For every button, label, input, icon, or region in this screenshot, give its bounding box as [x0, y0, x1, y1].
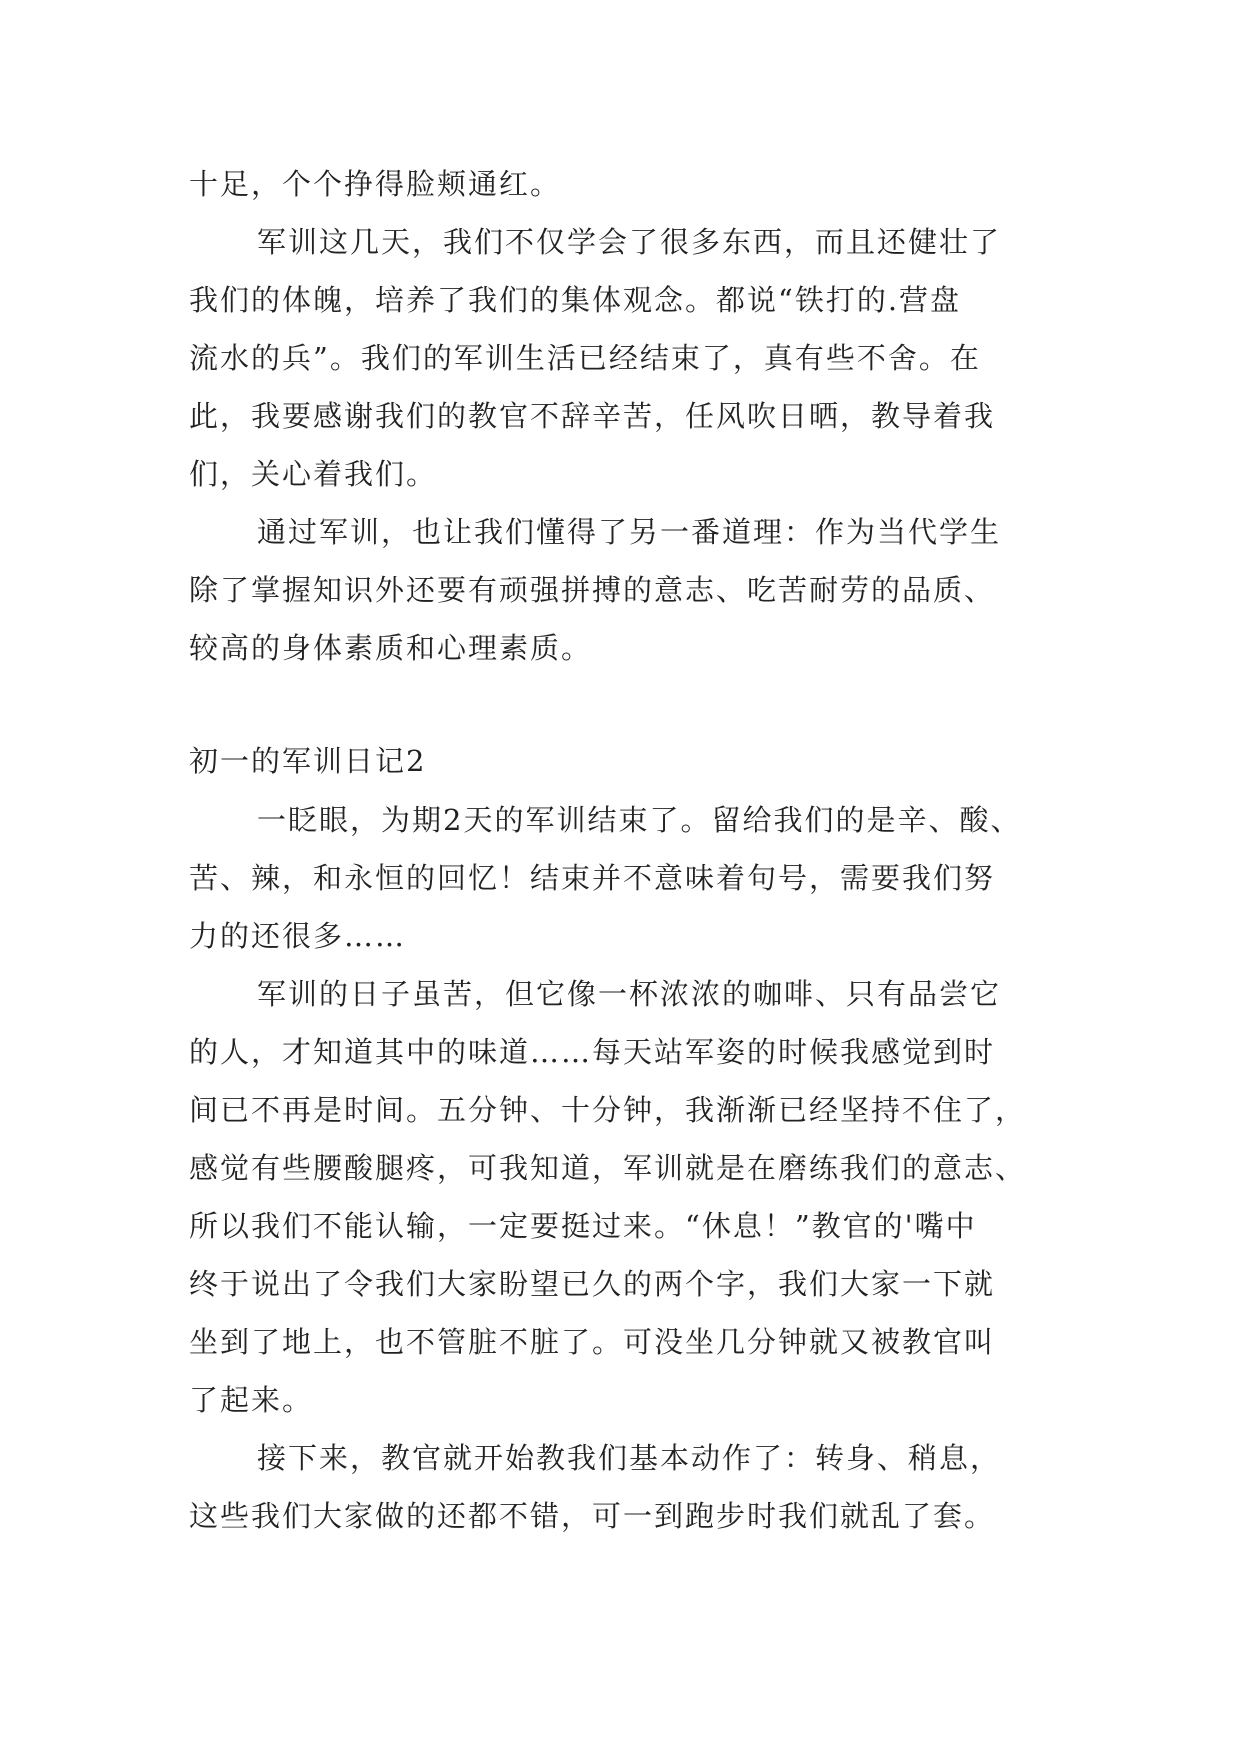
- paragraph-line: 的人，才知道其中的味道……每天站军姿的时候我感觉到时: [189, 1035, 996, 1069]
- paragraph-line: 一眨眼，为期2天的军训结束了。留给我们的是辛、酸、: [257, 803, 1022, 837]
- paragraph-line: 苦、辣，和永恒的回忆！结束并不意味着句号，需要我们努: [189, 861, 996, 895]
- paragraph-line: 了起来。: [189, 1383, 314, 1417]
- paragraph-line: 所以我们不能认输，一定要挺过来。“休息！”教官的'嘴中: [189, 1209, 977, 1243]
- paragraph-line: 力的还很多……: [189, 919, 407, 953]
- section-gap: [189, 677, 1069, 731]
- paragraph-line: 流水的兵”。我们的军训生活已经结束了，真有些不舍。在: [189, 341, 981, 375]
- paragraph-line: 军训的日子虽苦，但它像一杯浓浓的咖啡、只有品尝它: [257, 977, 1002, 1011]
- paragraph-line: 接下来，教官就开始教我们基本动作了：转身、稍息，: [257, 1441, 1002, 1475]
- paragraph-line: 军训这几天，我们不仅学会了很多东西，而且还健壮了: [257, 225, 1002, 259]
- paragraph-line: 坐到了地上，也不管脏不脏了。可没坐几分钟就又被教官叫: [189, 1325, 996, 1359]
- paragraph-line: 间已不再是时间。五分钟、十分钟，我渐渐已经坚持不住了，: [189, 1093, 1027, 1127]
- paragraph-line: 通过军训，也让我们懂得了另一番道理：作为当代学生: [257, 515, 1002, 549]
- paragraph-line: 除了掌握知识外还要有顽强拼搏的意志、吃苦耐劳的品质、: [189, 573, 996, 607]
- paragraph-line: 这些我们大家做的还都不错，可一到跑步时我们就乱了套。: [189, 1499, 996, 1533]
- section-heading: 初一的军训日记2: [189, 744, 427, 778]
- paragraph-line: 终于说出了令我们大家盼望已久的两个字，我们大家一下就: [189, 1267, 996, 1301]
- paragraph-line: 感觉有些腰酸腿疼，可我知道，军训就是在磨练我们的意志、: [189, 1151, 1027, 1185]
- paragraph-line: 较高的身体素质和心理素质。: [189, 631, 593, 665]
- paragraph-line: 十足，个个挣得脸颊通红。: [189, 167, 562, 201]
- paragraph-line: 此，我要感谢我们的教官不辞辛苦，任风吹日晒，教导着我: [189, 399, 996, 433]
- paragraph-line: 们，关心着我们。: [189, 457, 438, 491]
- document-body: [189, 155, 1069, 1545]
- paragraph-line: 我们的体魄，培养了我们的集体观念。都说“铁打的.营盘: [189, 283, 962, 317]
